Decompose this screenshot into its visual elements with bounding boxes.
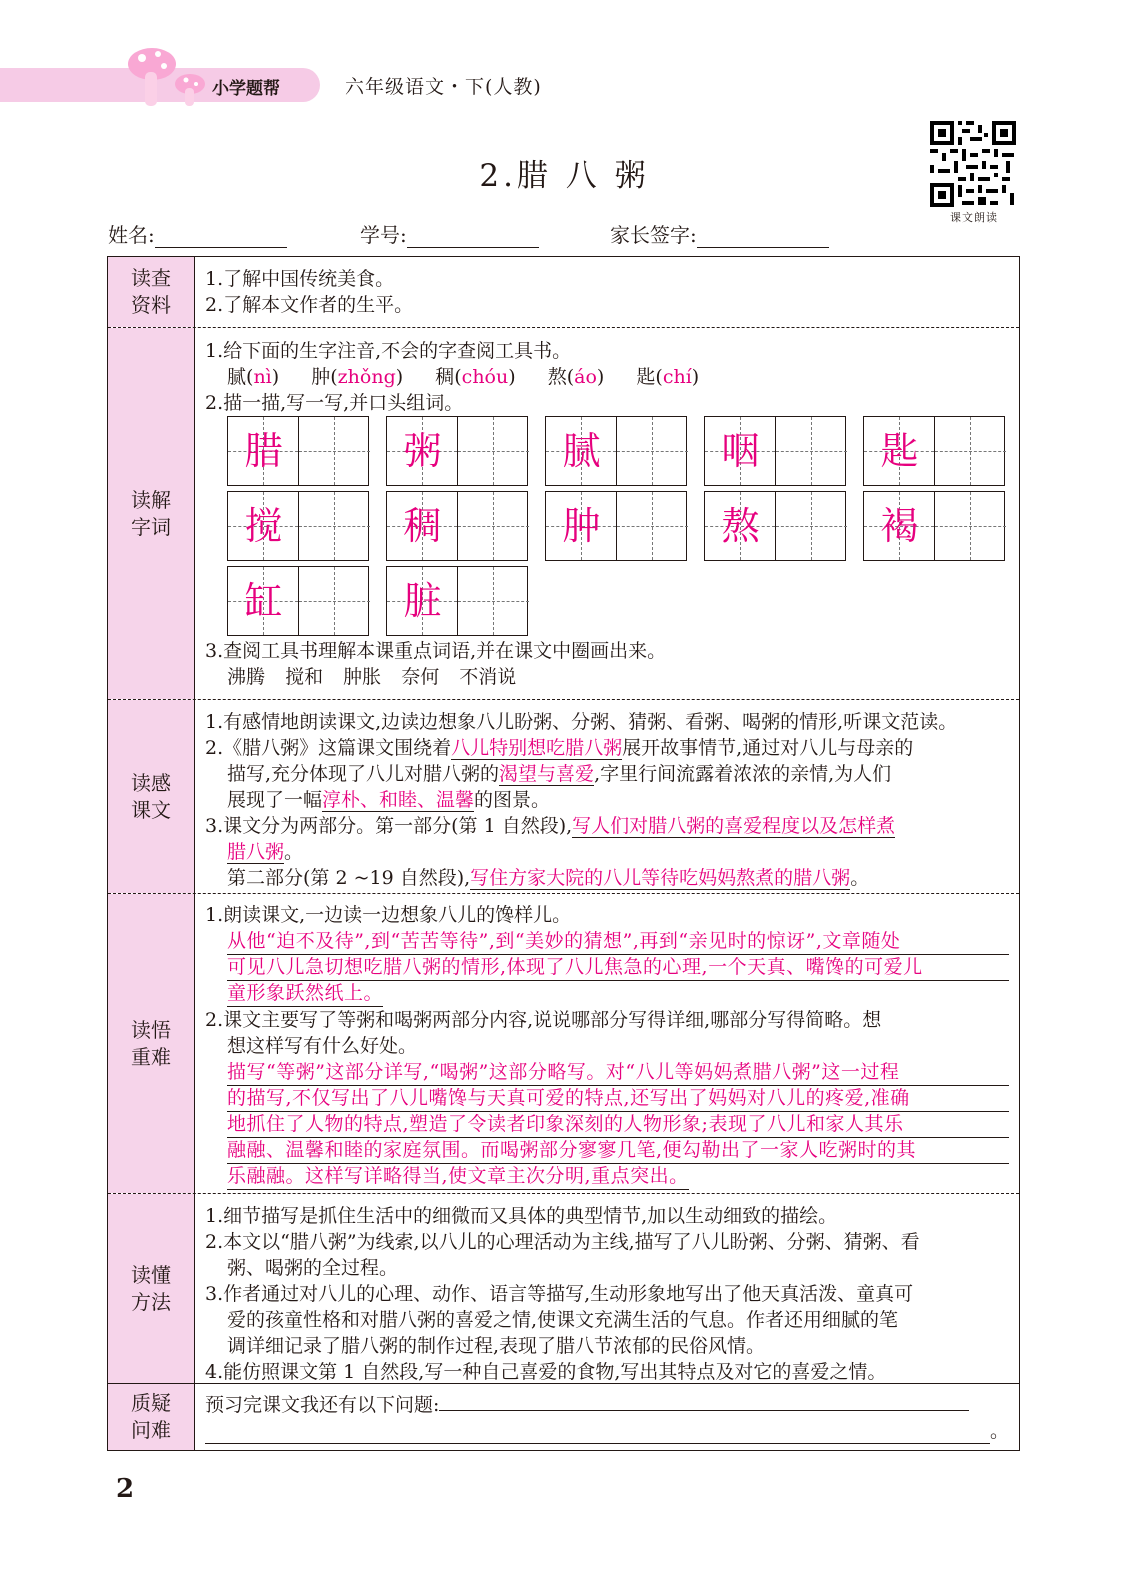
grid-character: 腊 <box>244 429 283 473</box>
label-line-1: 质疑 <box>131 1391 171 1415</box>
grid-character: 粥 <box>403 429 442 473</box>
answer-input-line[interactable] <box>439 1410 969 1411</box>
answer-line: 童形象跃然纸上。 <box>227 980 383 1007</box>
writing-grid-box[interactable] <box>863 491 1005 561</box>
question-text: 1.朗读课文,一边读一边想象八儿的馋样儿。 <box>205 904 572 926</box>
writing-grid-box[interactable] <box>386 566 528 636</box>
word: 奈何 <box>401 666 440 688</box>
text-line: 2.本文以“腊八粥”为线索,以八儿的心理活动为主线,描写了八儿盼粥、分粥、猜粥、看 <box>205 1231 920 1253</box>
section-label <box>108 257 195 327</box>
answer-text: 写人们对腊八粥的喜爱程度以及怎样煮 <box>572 815 896 837</box>
section-label <box>108 328 195 699</box>
grid-character: 匙 <box>880 429 919 473</box>
word: 搅和 <box>285 666 324 688</box>
question-prompt: 预习完课文我还有以下问题: <box>205 1394 440 1416</box>
word: 肿胀 <box>343 666 382 688</box>
answer-text: 写住方家大院的八儿等待吃妈妈熬煮的腊八粥 <box>470 867 851 889</box>
answer-line: 描写“等粥”这部分详写,“喝粥”这部分略写。对“八儿等妈妈煮腊八粥”这一过程 <box>227 1059 1009 1086</box>
grid-cell[interactable] <box>617 492 688 560</box>
pinyin-item: 熬(áo) <box>547 366 605 388</box>
grid-character: 肿 <box>562 504 601 548</box>
writing-grid-box[interactable] <box>227 491 369 561</box>
writing-grid-box[interactable] <box>386 491 528 561</box>
label-line-2: 资料 <box>131 293 171 317</box>
qr-code-icon[interactable] <box>928 119 1018 209</box>
question-text: 2.描一描,写一写,并口头组词。 <box>205 392 464 414</box>
text-line: 2.《腊八粥》这篇课文围绕着八儿特别想吃腊八粥展开故事情节,通过对八儿与母亲的 <box>205 737 914 759</box>
writing-grid-box[interactable] <box>386 416 528 486</box>
grid-cell[interactable] <box>299 567 370 635</box>
writing-grid-box[interactable] <box>545 416 687 486</box>
section-key-points <box>108 893 1019 1193</box>
name-line[interactable] <box>155 226 287 248</box>
name-label: 姓名: <box>108 223 155 247</box>
word-list <box>205 664 1009 690</box>
name-field[interactable] <box>108 219 287 248</box>
text-line: 1.细节描写是抓住生活中的细微而又具体的典型情节,加以生动细致的描绘。 <box>205 1205 838 1227</box>
writing-grid-box[interactable] <box>704 416 846 486</box>
grid-character: 脏 <box>403 579 442 623</box>
grid-cell[interactable] <box>617 417 688 485</box>
text-line: 1.了解中国传统美食。 <box>205 268 395 290</box>
answer-line: 地抓住了人物的特点,塑造了令读者印象深刻的人物形象;表现了八儿和家人其乐 <box>227 1111 1009 1138</box>
grid-character: 咽 <box>721 429 760 473</box>
course-title: 六年级语文・下(人教) <box>345 76 542 98</box>
label-line-2: 问难 <box>131 1418 171 1442</box>
answer-text: 腊八粥 <box>227 841 285 863</box>
grid-cell[interactable] <box>935 492 1006 560</box>
text-line: 4.能仿照课文第 1 自然段,写一种自己喜爱的食物,写出其特点及对它的喜爱之情。 <box>205 1361 887 1383</box>
label-line-1: 读感 <box>131 770 171 795</box>
grid-character: 缸 <box>244 579 283 623</box>
section-methods <box>108 1193 1019 1383</box>
mushroom-icon <box>118 42 218 112</box>
answer-text: 渴望与喜爱 <box>499 763 595 785</box>
pinyin-item: 腻(nì) <box>227 366 280 388</box>
parent-sign-label: 家长签字: <box>610 223 697 247</box>
section-text-feeling <box>108 699 1019 893</box>
brand-name: 小学题帮 <box>212 79 280 99</box>
grid-character: 搅 <box>244 504 283 548</box>
page-title: 2.腊 八 粥 <box>479 158 650 194</box>
question-text: 1.给下面的生字注音,不会的字查阅工具书。 <box>205 340 572 362</box>
student-no-label: 学号: <box>360 223 407 247</box>
parent-sign-field[interactable] <box>610 219 829 248</box>
answer-line: 融融、温馨和睦的家庭氛围。而喝粥部分寥寥几笔,便勾勒出了一家人吃粥时的其 <box>227 1137 1009 1164</box>
grid-cell[interactable] <box>935 417 1006 485</box>
label-line-1: 读懂 <box>131 1262 171 1287</box>
section-questions <box>108 1383 1019 1450</box>
writing-grid-box[interactable] <box>863 416 1005 486</box>
section-reading-materials <box>108 257 1019 327</box>
grid-character: 稠 <box>403 504 442 548</box>
question-text: 3.查阅工具书理解本课重点词语,并在课文中圈画出来。 <box>205 640 667 662</box>
label-line-2: 重难 <box>131 1044 171 1069</box>
answer-input-line[interactable] <box>205 1418 990 1444</box>
answer-line: 可见八儿急切想吃腊八粥的情形,体现了八儿焦急的心理,一个天真、嘴馋的可爱儿 <box>227 954 1009 981</box>
writing-grid-box[interactable] <box>545 491 687 561</box>
text-line: 腊八粥。 <box>227 841 304 863</box>
question-answer-line <box>205 1418 1009 1444</box>
label-line-1: 读查 <box>131 266 171 290</box>
grid-cell[interactable] <box>776 417 847 485</box>
answer-line: 从他“迫不及待”,到“苦苦等待”,到“美妙的猜想”,再到“亲见时的惊讶”,文章随处 <box>227 928 1009 955</box>
answer-line: 的描写,不仅写出了八儿嘴馋与天真可爱的特点,还写出了妈妈对八儿的疼爱,准确 <box>227 1085 1009 1112</box>
answer-text: 淳朴、和睦、温馨 <box>322 789 475 811</box>
question-text: 2.课文主要写了等粥和喝粥两部分内容,说说哪部分写得详细,哪部分写得简略。想 <box>205 1009 882 1031</box>
worksheet-table <box>107 256 1020 1451</box>
writing-grid-box[interactable] <box>227 566 369 636</box>
student-no-field[interactable] <box>360 219 539 248</box>
label-line-2: 方法 <box>131 1289 171 1314</box>
text-line: 3.课文分为两部分。第一部分(第 1 自然段),写人们对腊八粥的喜爱程度以及怎样煮 <box>205 815 896 837</box>
text-line: 描写,充分体现了八儿对腊八粥的渴望与喜爱,字里行间流露着浓浓的亲情,为人们 <box>227 763 892 785</box>
label-line-1: 读解 <box>131 487 171 512</box>
student-no-line[interactable] <box>407 226 539 248</box>
text-line: 粥、喝粥的全过程。 <box>227 1257 399 1279</box>
grid-cell[interactable] <box>299 417 370 485</box>
grid-cell[interactable] <box>299 492 370 560</box>
pinyin-item: 稠(chóu) <box>435 366 516 388</box>
word: 不消说 <box>459 666 517 688</box>
grid-character: 熬 <box>721 504 760 548</box>
answer-text: 八儿特别想吃腊八粥 <box>451 737 623 759</box>
grid-cell[interactable] <box>776 492 847 560</box>
section-label <box>108 1194 195 1383</box>
word: 沸腾 <box>227 666 266 688</box>
parent-sign-line[interactable] <box>697 226 829 248</box>
section-label <box>108 1384 195 1450</box>
pinyin-row <box>205 364 1009 390</box>
question-text: 想这样写有什么好处。 <box>227 1035 418 1057</box>
pinyin-item: 肿(zhǒng) <box>311 366 404 388</box>
text-line: 1.有感情地朗读课文,边读边想象八儿盼粥、分粥、猜粥、看粥、喝粥的情形,听课文范读。 <box>205 711 958 733</box>
text-line: 3.作者通过对八儿的心理、动作、语言等描写,生动形象地写出了他天真活泼、童真可 <box>205 1283 914 1305</box>
period-mark: 。 <box>990 1420 1010 1442</box>
grid-cell[interactable] <box>458 417 529 485</box>
text-line: 2.了解本文作者的生平。 <box>205 294 414 316</box>
writing-grid-box[interactable] <box>227 416 369 486</box>
writing-grid-box[interactable] <box>704 491 846 561</box>
section-label <box>108 700 195 893</box>
answer-line: 乐融融。这样写详略得当,使文章主次分明,重点突出。 <box>227 1163 689 1190</box>
page-number: 2 <box>116 1474 135 1504</box>
label-line-2: 字词 <box>131 514 171 539</box>
question-prompt-line <box>205 1392 1009 1418</box>
grid-character: 褐 <box>880 504 919 548</box>
label-line-2: 课文 <box>131 797 171 822</box>
grid-cell[interactable] <box>458 492 529 560</box>
text-line: 调详细记录了腊八粥的制作过程,表现了腊八节浓郁的民俗风情。 <box>227 1335 766 1357</box>
grid-cell[interactable] <box>458 567 529 635</box>
label-line-1: 读悟 <box>131 1017 171 1042</box>
text-line: 展现了一幅淳朴、和睦、温馨的图景。 <box>227 789 551 811</box>
text-line: 第二部分(第 2 ~19 自然段),写住方家大院的八儿等待吃妈妈熬煮的腊八粥。 <box>227 867 870 889</box>
qr-caption: 课文朗读 <box>950 211 998 224</box>
section-words <box>108 327 1019 699</box>
section-label <box>108 894 195 1193</box>
text-line: 爱的孩童性格和对腊八粥的喜爱之情,使课文充满生活的气息。作者还用细腻的笔 <box>227 1309 899 1331</box>
pinyin-item: 匙(chí) <box>636 366 700 388</box>
grid-character: 腻 <box>562 429 601 473</box>
